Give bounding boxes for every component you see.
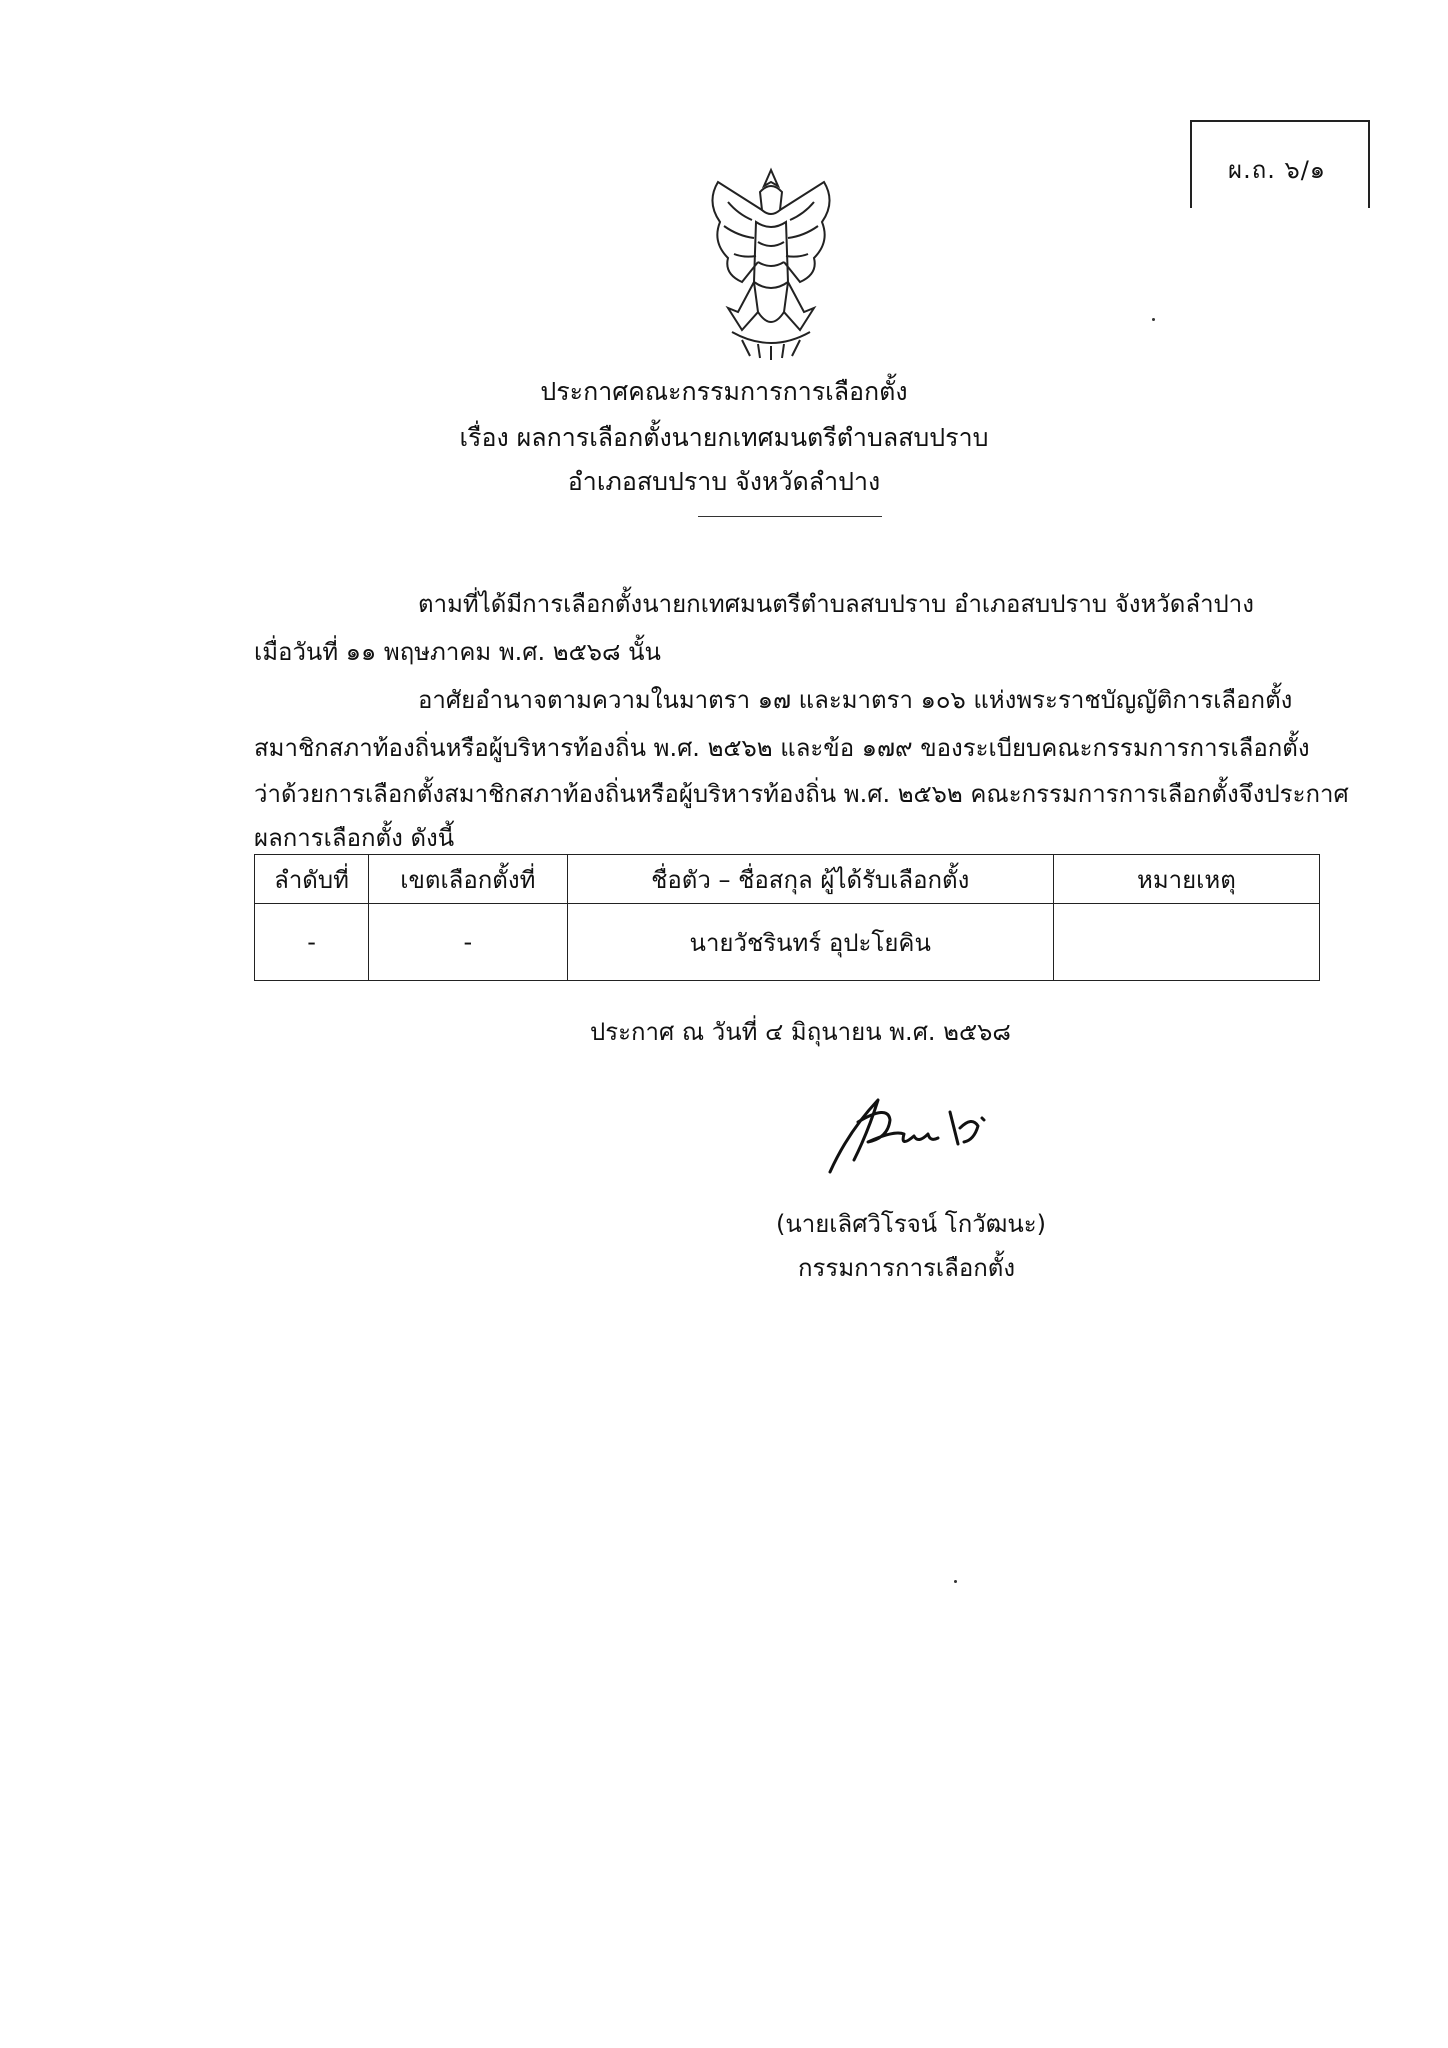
header-remark: หมายเหตุ xyxy=(1053,855,1319,904)
announce-date: ประกาศ ณ วันที่ ๔ มิถุนายน พ.ศ. ๒๕๖๘ xyxy=(590,1018,1011,1046)
header-district: เขตเลือกตั้งที่ xyxy=(369,855,568,904)
table-row xyxy=(255,904,1320,981)
table-header-row xyxy=(255,855,1320,904)
title-divider xyxy=(698,516,882,517)
scan-speck xyxy=(1152,318,1155,321)
announcement-title: ประกาศคณะกรรมการการเลือกตั้ง xyxy=(540,377,908,406)
body-paragraph-2-line-3: ว่าด้วยการเลือกตั้งสมาชิกสภาท้องถิ่นหรือผู้บริหารท้องถิ่น พ.ศ. ๒๕๖๒ คณะกรรมการการเลือกตั้งจึงประกาศ xyxy=(254,780,1349,808)
body-paragraph-2-line-2: สมาชิกสภาท้องถิ่นหรือผู้บริหารท้องถิ่น พ.ศ. ๒๕๖๒ และข้อ ๑๗๙ ของระเบียบคณะกรรมการการเลือกตั้ง xyxy=(254,734,1310,762)
announcement-subject: เรื่อง ผลการเลือกตั้งนายกเทศมนตรีตำบลสบปราบ xyxy=(459,423,989,452)
signatory-position: กรรมการการเลือกตั้ง xyxy=(798,1254,1016,1282)
header-order: ลำดับที่ xyxy=(255,855,369,904)
signature-icon xyxy=(818,1082,1008,1182)
signatory-name: (นายเลิศวิโรจน์ โกวัฒนะ) xyxy=(776,1210,1047,1238)
body-paragraph-1-line-2: เมื่อวันที่ ๑๑ พฤษภาคม พ.ศ. ๒๕๖๘ นั้น xyxy=(254,638,661,666)
garuda-emblem-icon xyxy=(698,162,844,362)
body-paragraph-2-line-1: อาศัยอำนาจตามความในมาตรา ๑๗ และมาตรา ๑๐๖ แห่งพระราชบัญญัติการเลือกตั้ง xyxy=(418,686,1293,714)
body-paragraph-2-line-4: ผลการเลือกตั้ง ดังนี้ xyxy=(254,824,455,852)
cell-remark xyxy=(1053,904,1319,981)
announcement-location: อำเภอสบปราบ จังหวัดลำปาง xyxy=(567,467,881,496)
election-results-table xyxy=(254,854,1320,981)
cell-order: - xyxy=(255,904,369,981)
form-code: ผ.ถ. ๖/๑ xyxy=(1228,156,1327,184)
cell-elected-name: นายวัชรินทร์ อุปะโยคิน xyxy=(567,904,1053,981)
scan-speck xyxy=(954,1580,957,1583)
body-paragraph-1-line-1: ตามที่ได้มีการเลือกตั้งนายกเทศมนตรีตำบลสบปราบ อำเภอสบปราบ จังหวัดลำปาง xyxy=(418,590,1254,618)
header-elected-name: ชื่อตัว – ชื่อสกุล ผู้ได้รับเลือกตั้ง xyxy=(567,855,1053,904)
cell-district: - xyxy=(369,904,568,981)
